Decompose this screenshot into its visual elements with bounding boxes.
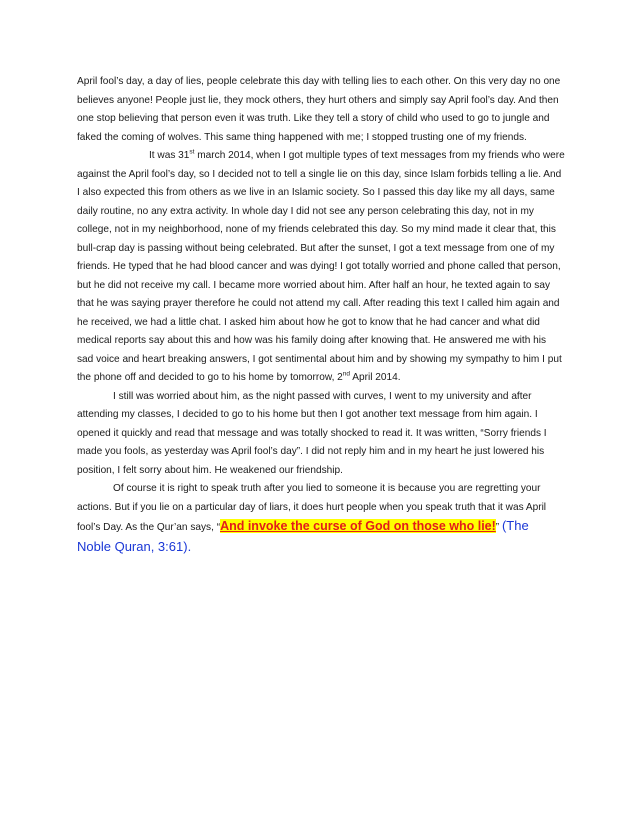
text-segment: march 2014, when I got multiple types of text messages from my friends who were against the April fool’s day, so I decided not to tell a single lie on this day, since Islam forbids telling a lie. And I also expected this from others as we live in an Islamic society. So I passed this day like my all days, same daily routine, no any extra activity. In whole day I did not see any person celebrating this day, not in my college, not in my neighborhood, none of my friends celebrated this day. So my mind made it clear that, this bull-crap day is passing without being celebrated. But after the sunset, I got a text message from one of my friends. He typed that he had blood cancer and was dying! I got totally worried and phone called that person, but he did not receive my call. I became more worried about him. After half an hour, he texted again to say that he was saying prayer therefore he could not attend my call. After reading this text I called him again and he received, we had a little chat. I asked him about how he got to know that he had cancer and what did medical reports say about this and how was his family doing after knowing that. He answered me with his sad voice and heart breaking answers, I got sentimental about him and by showing my sympathy to him I put the phone off and decided to go to his home by tomorrow, 2 <box>77 150 565 383</box>
text-segment: ” <box>495 522 502 533</box>
ordinal-suffix: st <box>189 148 195 156</box>
text-segment: Of course it is right to speak truth after you lied to someone it is because you are regretting your actions. But if you lie on a particular day of liars, it does hurt people when you speak truth that it was April fool’s Day. As the Qur’an says, “ <box>77 483 547 533</box>
document-body <box>77 73 565 558</box>
text-segment: April 2014. <box>350 372 401 383</box>
paragraph-next-day: I still was worried about him, as the night passed with curves, I went to my university and after attending my classes, I decided to go to his home but then I got another text message from him again. I opened it quickly and read that message and was totally shocked to read it. It was written, “Sorry friends I made you fools, as yesterday was April fool’s day”. I did not reply him and in my heart he just lowered his position, I felt sorry about him. He weakened our friendship. <box>77 390 547 476</box>
ordinal-suffix: nd <box>342 370 351 378</box>
paragraph-march-31 <box>77 147 565 388</box>
highlighted-quote: And invoke the curse of God on those who lie! <box>220 519 496 533</box>
paragraph-conclusion <box>77 480 565 558</box>
paragraph-intro: April fool’s day, a day of lies, people celebrate this day with telling lies to each other. On this very day no one believes anyone! People just lie, they mock others, they hurt others and simply say April fool’s day. And then one stop believing that person even it was truth. Like they tell a story of child who used to go to jungle and faked the coming of wolves. This same thing happened with me; I stopped trusting one of my friends. <box>77 76 561 143</box>
quran-citation: (The Noble Quran, 3:61). <box>77 518 529 554</box>
text-segment: It was 31 <box>149 150 190 161</box>
